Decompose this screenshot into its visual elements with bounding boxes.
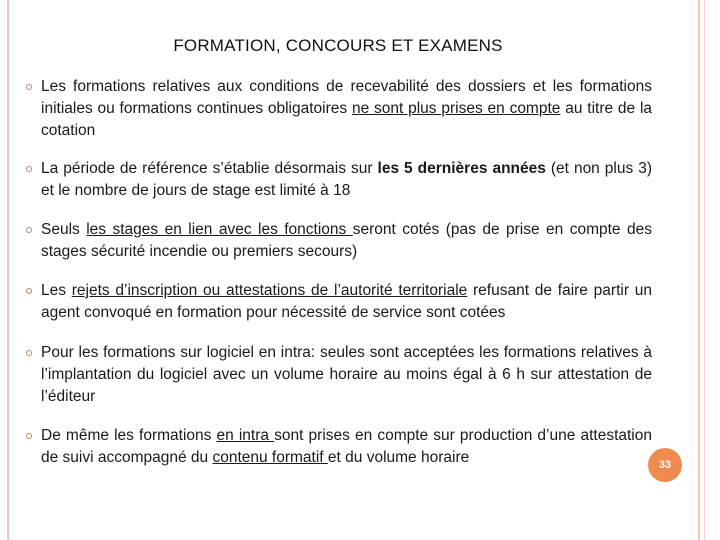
- bullet-underlined-text: contenu formatif: [212, 449, 328, 466]
- bullet-marker-icon: [26, 350, 32, 356]
- bullet-text: La période de référence s’établie désormais sur: [41, 160, 378, 177]
- bullet-underlined-text: en intra: [216, 427, 275, 444]
- bullet-underlined-text: rejets d’inscription ou attestations de l’autorité territoriale: [71, 282, 468, 299]
- bullet-list: [26, 76, 652, 469]
- bullet-text: sont prises en compte sur production d’une attestation de suivi accompagné du: [41, 427, 652, 466]
- bullet-text: Pour les formations sur logiciel en intra: seules sont acceptées les formations relatives à l’implantation du logiciel avec un volume horaire au moins égal à 6 h sur attestation de l’éditeur: [41, 344, 652, 405]
- bullet-marker-icon: [26, 433, 32, 439]
- bullet-item: [26, 76, 652, 142]
- bullet-text: De même les formations: [41, 427, 217, 444]
- bullet-marker-icon: [26, 227, 32, 233]
- slide-title: FORMATION, CONCOURS ET EXAMENS: [173, 36, 503, 55]
- bullet-text: (et non plus 3) et le nombre de jours de stage est limité à 18: [41, 160, 653, 199]
- bullet-item: [26, 158, 652, 202]
- bullet-text: Les formations relatives aux conditions de recevabilité des dossiers et les formations initiales ou formations continues obligatoires: [41, 78, 652, 117]
- slide-frame-left-border: [7, 0, 9, 540]
- bullet-text: refusant de faire partir un agent convoqué en formation pour nécessité de service sont cotées: [41, 282, 652, 321]
- slide-frame-right-border-outer: [704, 0, 705, 540]
- bullet-marker-icon: [26, 288, 32, 294]
- slide-frame-right-border: [698, 0, 700, 540]
- bullet-text: et du volume horaire: [327, 449, 470, 466]
- bullet-item: [26, 219, 652, 263]
- bullet-item: [26, 425, 652, 469]
- bullet-bold-text: les 5 dernières années: [377, 160, 546, 177]
- page-number-badge: 33: [648, 448, 682, 482]
- bullet-text: Les: [41, 282, 72, 299]
- bullet-marker-icon: [26, 84, 32, 90]
- bullet-item: [26, 342, 652, 408]
- bullet-text: seront cotés (pas de prise en compte des stages sécurité incendie ou premiers secours): [41, 221, 652, 260]
- bullet-text: au titre de la cotation: [41, 100, 653, 139]
- bullet-item: [26, 280, 652, 324]
- bullet-underlined-text: ne sont plus prises en compte: [351, 100, 561, 117]
- bullet-marker-icon: [26, 166, 32, 172]
- bullet-underlined-text: les stages en lien avec les fonctions: [86, 221, 353, 238]
- bullet-text: Seuls: [41, 221, 87, 238]
